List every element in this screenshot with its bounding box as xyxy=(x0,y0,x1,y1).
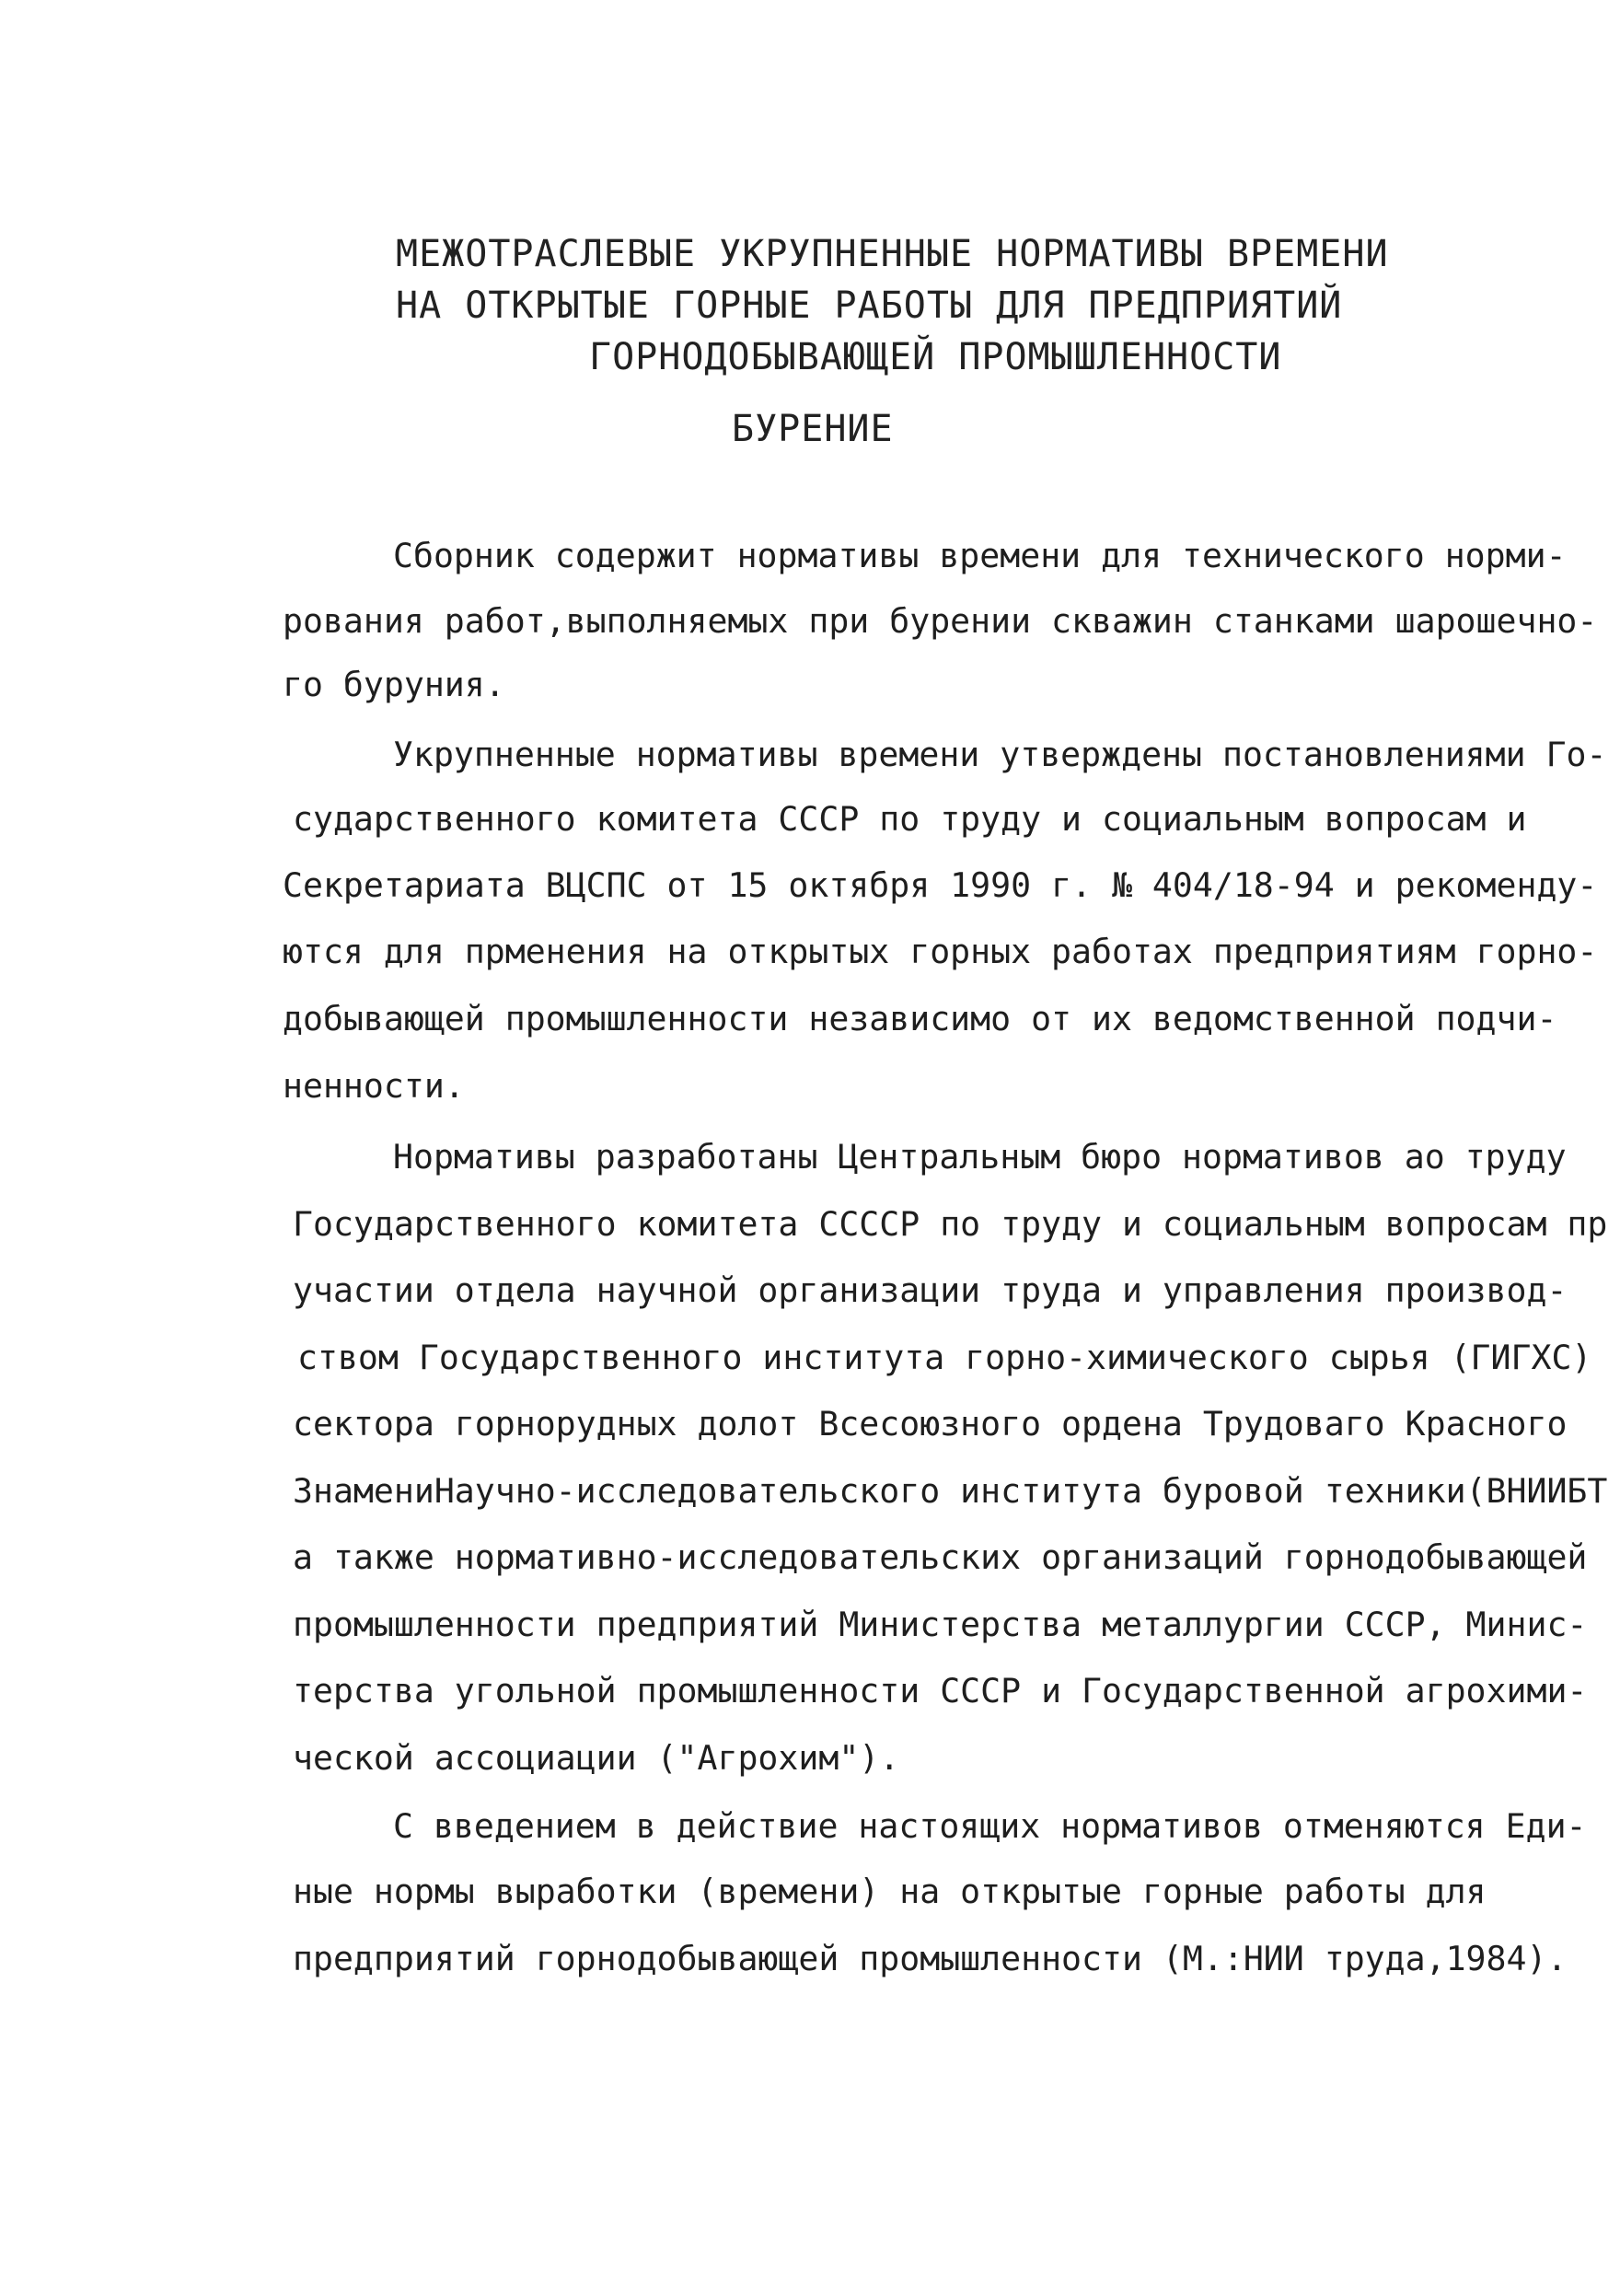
title-line-1: МЕЖОТРАСЛЕВЫЕ УКРУПНЕННЫЕ НОРМАТИВЫ ВРЕМЕНИ xyxy=(396,233,1389,275)
paragraph-3-line-8: промышленности предприятий Министерства металлургии СССР, Минис- xyxy=(293,1605,1588,1644)
paragraph-4-line-2: ные нормы выработки (времени) на открытые горные работы для xyxy=(293,1872,1487,1911)
paragraph-3-line-1: Нормативы разработаны Центральным бюро нормативов ао труду xyxy=(393,1137,1567,1177)
paragraph-3-line-10: ческой ассоциации ("Агрохим"). xyxy=(293,1738,900,1778)
document-subtitle: БУРЕНИЕ xyxy=(732,408,894,450)
paragraph-2-line-2: сударственного комитета СССР по труду и социальным вопросам и xyxy=(293,799,1527,839)
paragraph-2-line-5: добывающей промышленности независимо от их ведомственной подчи- xyxy=(283,999,1557,1038)
paragraph-1-line-1: Сборник содержит нормативы времени для технического норми- xyxy=(393,536,1567,575)
title-line-3: ГОРНОДОБЫВАЮЩЕЙ ПРОМЫШЛЕННОСТИ xyxy=(589,336,1282,378)
paragraph-4-line-3: предприятий горнодобывающей промышленности (М.:НИИ труда,1984). xyxy=(293,1939,1568,1978)
paragraph-3-line-5: сектора горнорудных долот Всесоюзного ордена Трудоваго Красного xyxy=(293,1404,1568,1444)
paragraph-3-line-2: Государственного комитета ССССР по труду и социальным вопросам пр xyxy=(293,1204,1608,1244)
title-line-2: НА ОТКРЫТЫЕ ГОРНЫЕ РАБОТЫ ДЛЯ ПРЕДПРИЯТИЙ xyxy=(396,284,1343,327)
paragraph-3-line-4: ством Государственного института горно-химического сырья (ГИГХС) xyxy=(297,1338,1592,1377)
paragraph-2-line-6: ненности. xyxy=(283,1066,465,1106)
paragraph-2-line-4: ются для прменения на открытых горных работах предприятиям горно- xyxy=(283,932,1598,971)
paragraph-1-line-3: го буруния. xyxy=(283,665,505,704)
paragraph-1-line-2: рования работ,выполняемых при бурении скважин станками шарошечно- xyxy=(283,601,1598,641)
paragraph-3-line-9: терства угольной промышленности СССР и Государственной агрохими- xyxy=(293,1671,1588,1710)
paragraph-2-line-3: Секретариата ВЦСПС от 15 октября 1990 г. № 404/18-94 и рекоменду- xyxy=(283,865,1598,905)
paragraph-4-line-1: С введением в действие настоящих нормативов отменяются Еди- xyxy=(393,1806,1587,1846)
paragraph-2-line-1: Укрупненные нормативы времени утверждены постановлениями Го- xyxy=(393,735,1607,774)
paragraph-3-line-3: участии отдела научной организации труда и управления производ- xyxy=(293,1270,1568,1310)
paragraph-3-line-7: а также нормативно-исследовательских организаций горнодобывающей xyxy=(293,1537,1588,1577)
paragraph-3-line-6: ЗнамениНаучно-исследовательского института буровой техники(ВНИИБТ xyxy=(293,1471,1608,1511)
